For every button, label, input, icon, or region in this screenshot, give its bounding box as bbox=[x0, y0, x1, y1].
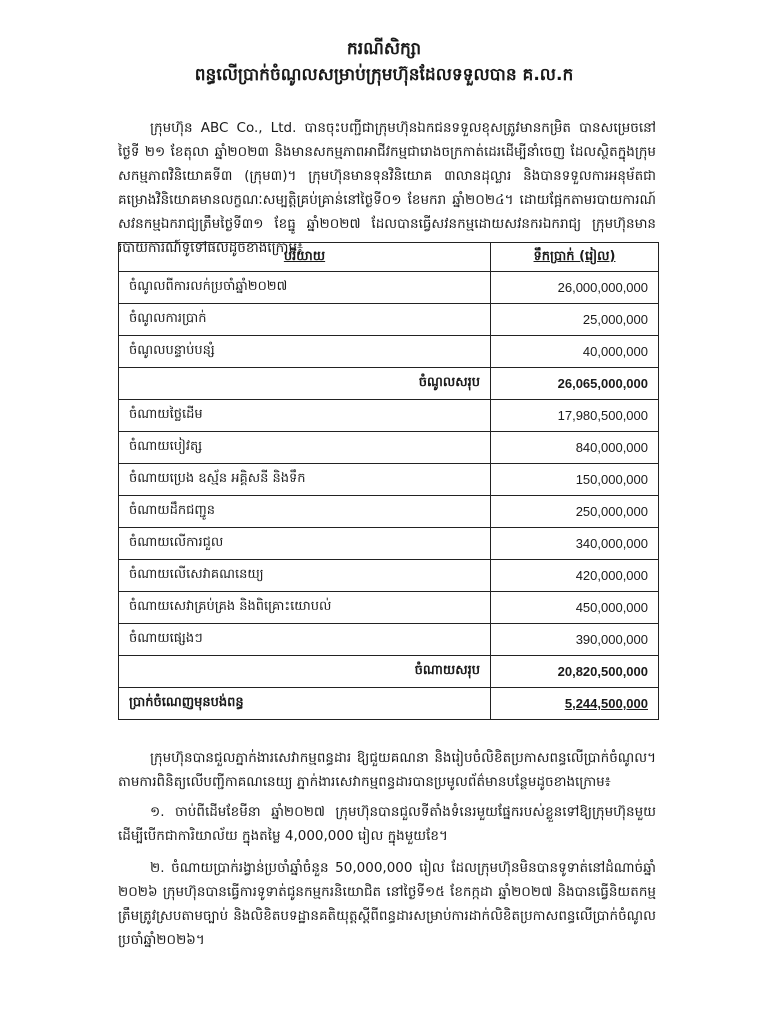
document-subtitle: ពន្ធលើប្រាក់ចំណូលសម្រាប់ក្រុមហ៊ុនដែលទទួលបាន គ.ល.ក bbox=[194, 65, 574, 85]
row-amount: 450,000,000 bbox=[491, 592, 659, 624]
net-profit-amount-cell bbox=[491, 688, 659, 720]
row-label: ចំណាយសេវាគ្រប់គ្រង និងពិគ្រោះយោបល់ bbox=[119, 592, 491, 624]
row-amount: 25,000,000 bbox=[491, 304, 659, 336]
table-row bbox=[119, 592, 659, 624]
note-2-paragraph: ២. ចំណាយប្រាក់រង្វាន់ប្រចាំឆ្នាំចំនួន 50,000,000 រៀល ដែលក្រុមហ៊ុនមិនបានទូទាត់នៅដំណាច់ឆ្នាំ ២០២៦ ក្រុមហ៊ុនបានធ្វើការទូទាត់ជូនកម្មករនិយោជិត នៅថ្ងៃទី១៥ ខែកក្កដា ឆ្នាំ២០២៧ និងបានធ្វើនិយតកម្មត្រឹមត្រូវស្របតាមច្បាប់ និងលិខិតបទដ្ឋានគតិយុត្តស្តីពីពន្ធដារសម្រាប់ការដាក់លិខិតប្រកាសពន្ធលើប្រាក់ចំណូលប្រចាំឆ្នាំ២០២៦។ bbox=[118, 860, 656, 948]
row-amount: 420,000,000 bbox=[491, 560, 659, 592]
row-amount: 26,000,000,000 bbox=[491, 272, 659, 304]
expense-total-label: ចំណាយសរុប bbox=[119, 656, 491, 688]
row-label: ចំណូលបន្ទាប់បន្សំ bbox=[119, 336, 491, 368]
row-amount: 17,980,500,000 bbox=[491, 400, 659, 432]
row-amount: 340,000,000 bbox=[491, 528, 659, 560]
income-statement-table bbox=[118, 242, 659, 720]
row-label: ចំណាយថ្លៃដើម bbox=[119, 400, 491, 432]
row-label: ចំណូលពីការលក់ប្រចាំឆ្នាំ២០២៧ bbox=[119, 272, 491, 304]
table-row bbox=[119, 432, 659, 464]
table-row bbox=[119, 560, 659, 592]
row-amount: 840,000,000 bbox=[491, 432, 659, 464]
row-amount: 250,000,000 bbox=[491, 496, 659, 528]
net-profit-amount: 5,244,500,000 bbox=[564, 696, 648, 711]
note-1-paragraph: ១. ចាប់ពីដើមខែមីនា ឆ្នាំ២០២៧ ក្រុមហ៊ុនបានជួលទីតាំងទំនេរមួយផ្នែករបស់ខ្លួនទៅឱ្យក្រុមហ៊ុនមួយ ដើម្បីបើកជាការិយាល័យ ក្នុងតម្លៃ 4,000,000 រៀល ក្នុងមួយខែ។ bbox=[118, 804, 656, 844]
income-total-amount: 26,065,000,000 bbox=[491, 368, 659, 400]
intro-paragraph: ក្រុមហ៊ុន ABC Co., Ltd. បានចុះបញ្ជីជាក្រុមហ៊ុនឯកជនទទួលខុសត្រូវមានកម្រិត បានសម្រេចនៅថ្ងៃទី ២១ ខែតុលា ឆ្នាំ២០២៣ និងមានសកម្មភាពអាជីវកម្មជារោងចក្រកាត់ដេរដើម្បីនាំចេញ ដែលស្ថិតក្នុងក្រុមសកម្មភាពវិនិយោគទី៣ (ក្រុម៣)។ ក្រុមហ៊ុនមានទុនវិនិយោគ ៣លានដុល្លារ និងបានទទួលការអនុម័តជាគម្រោងវិនិយោគមានលក្ខណៈសម្បត្តិគ្រប់គ្រាន់នៅថ្ងៃទី០១ ខែមករា ឆ្នាំ២០២៤។ ដោយផ្អែកតាមរបាយការណ៍សវនកម្មឯករាជ្យត្រឹមថ្ងៃទី៣១ ខែធ្នូ ឆ្នាំ២០២៧ ដែលបានធ្វើសវនកម្មដោយសវនករឯករាជ្យ ក្រុមហ៊ុនមានរបាយការណ៍ទូទៅផលដូចខាងក្រោម៖ bbox=[118, 120, 656, 256]
row-amount: 390,000,000 bbox=[491, 624, 659, 656]
row-label: ចំណាយផ្សេងៗ bbox=[119, 624, 491, 656]
income-total-row bbox=[119, 368, 659, 400]
income-total-label: ចំណូលសរុប bbox=[119, 368, 491, 400]
table-row bbox=[119, 496, 659, 528]
row-amount: 150,000,000 bbox=[491, 464, 659, 496]
table-row bbox=[119, 624, 659, 656]
net-profit-label: ប្រាក់ចំណេញមុនបង់ពន្ធ bbox=[119, 688, 491, 720]
net-profit-row bbox=[119, 688, 659, 720]
additional-info-paragraph: ក្រុមហ៊ុនបានជួលភ្នាក់ងារសេវាកម្មពន្ធដារ ឱ្យជួយគណនា និងរៀបចំលិខិតប្រកាសពន្ធលើប្រាក់ចំណូល។ តាមការពិនិត្យលើបញ្ជីកាគណនេយ្យ ភ្នាក់ងារសេវាកម្មពន្ធដារបានប្រមូលព័ត៌មានបន្ថែមដូចខាងក្រោម៖ bbox=[118, 750, 656, 790]
document-title: ករណីសិក្សា bbox=[346, 39, 422, 59]
row-label: ចំណាយលើការជួល bbox=[119, 528, 491, 560]
header-description: បរិយាយ bbox=[119, 243, 491, 272]
table-row bbox=[119, 304, 659, 336]
row-label: ចំណាយបៀវត្ស bbox=[119, 432, 491, 464]
row-label: ចំណាយប្រេង ឧស្ម័ន អគ្គិសនី និងទឹក bbox=[119, 464, 491, 496]
table-row bbox=[119, 336, 659, 368]
table-row bbox=[119, 528, 659, 560]
row-label: ចំណូលការប្រាក់ bbox=[119, 304, 491, 336]
table-row bbox=[119, 272, 659, 304]
header-amount: ទឹកប្រាក់ (រៀល) bbox=[491, 243, 659, 272]
table-row bbox=[119, 464, 659, 496]
table-row bbox=[119, 400, 659, 432]
table-header-row bbox=[119, 243, 659, 272]
expense-total-amount: 20,820,500,000 bbox=[491, 656, 659, 688]
expense-total-row bbox=[119, 656, 659, 688]
row-label: ចំណាយដឹកជញ្ជូន bbox=[119, 496, 491, 528]
row-amount: 40,000,000 bbox=[491, 336, 659, 368]
row-label: ចំណាយលើសេវាគណនេយ្យ bbox=[119, 560, 491, 592]
